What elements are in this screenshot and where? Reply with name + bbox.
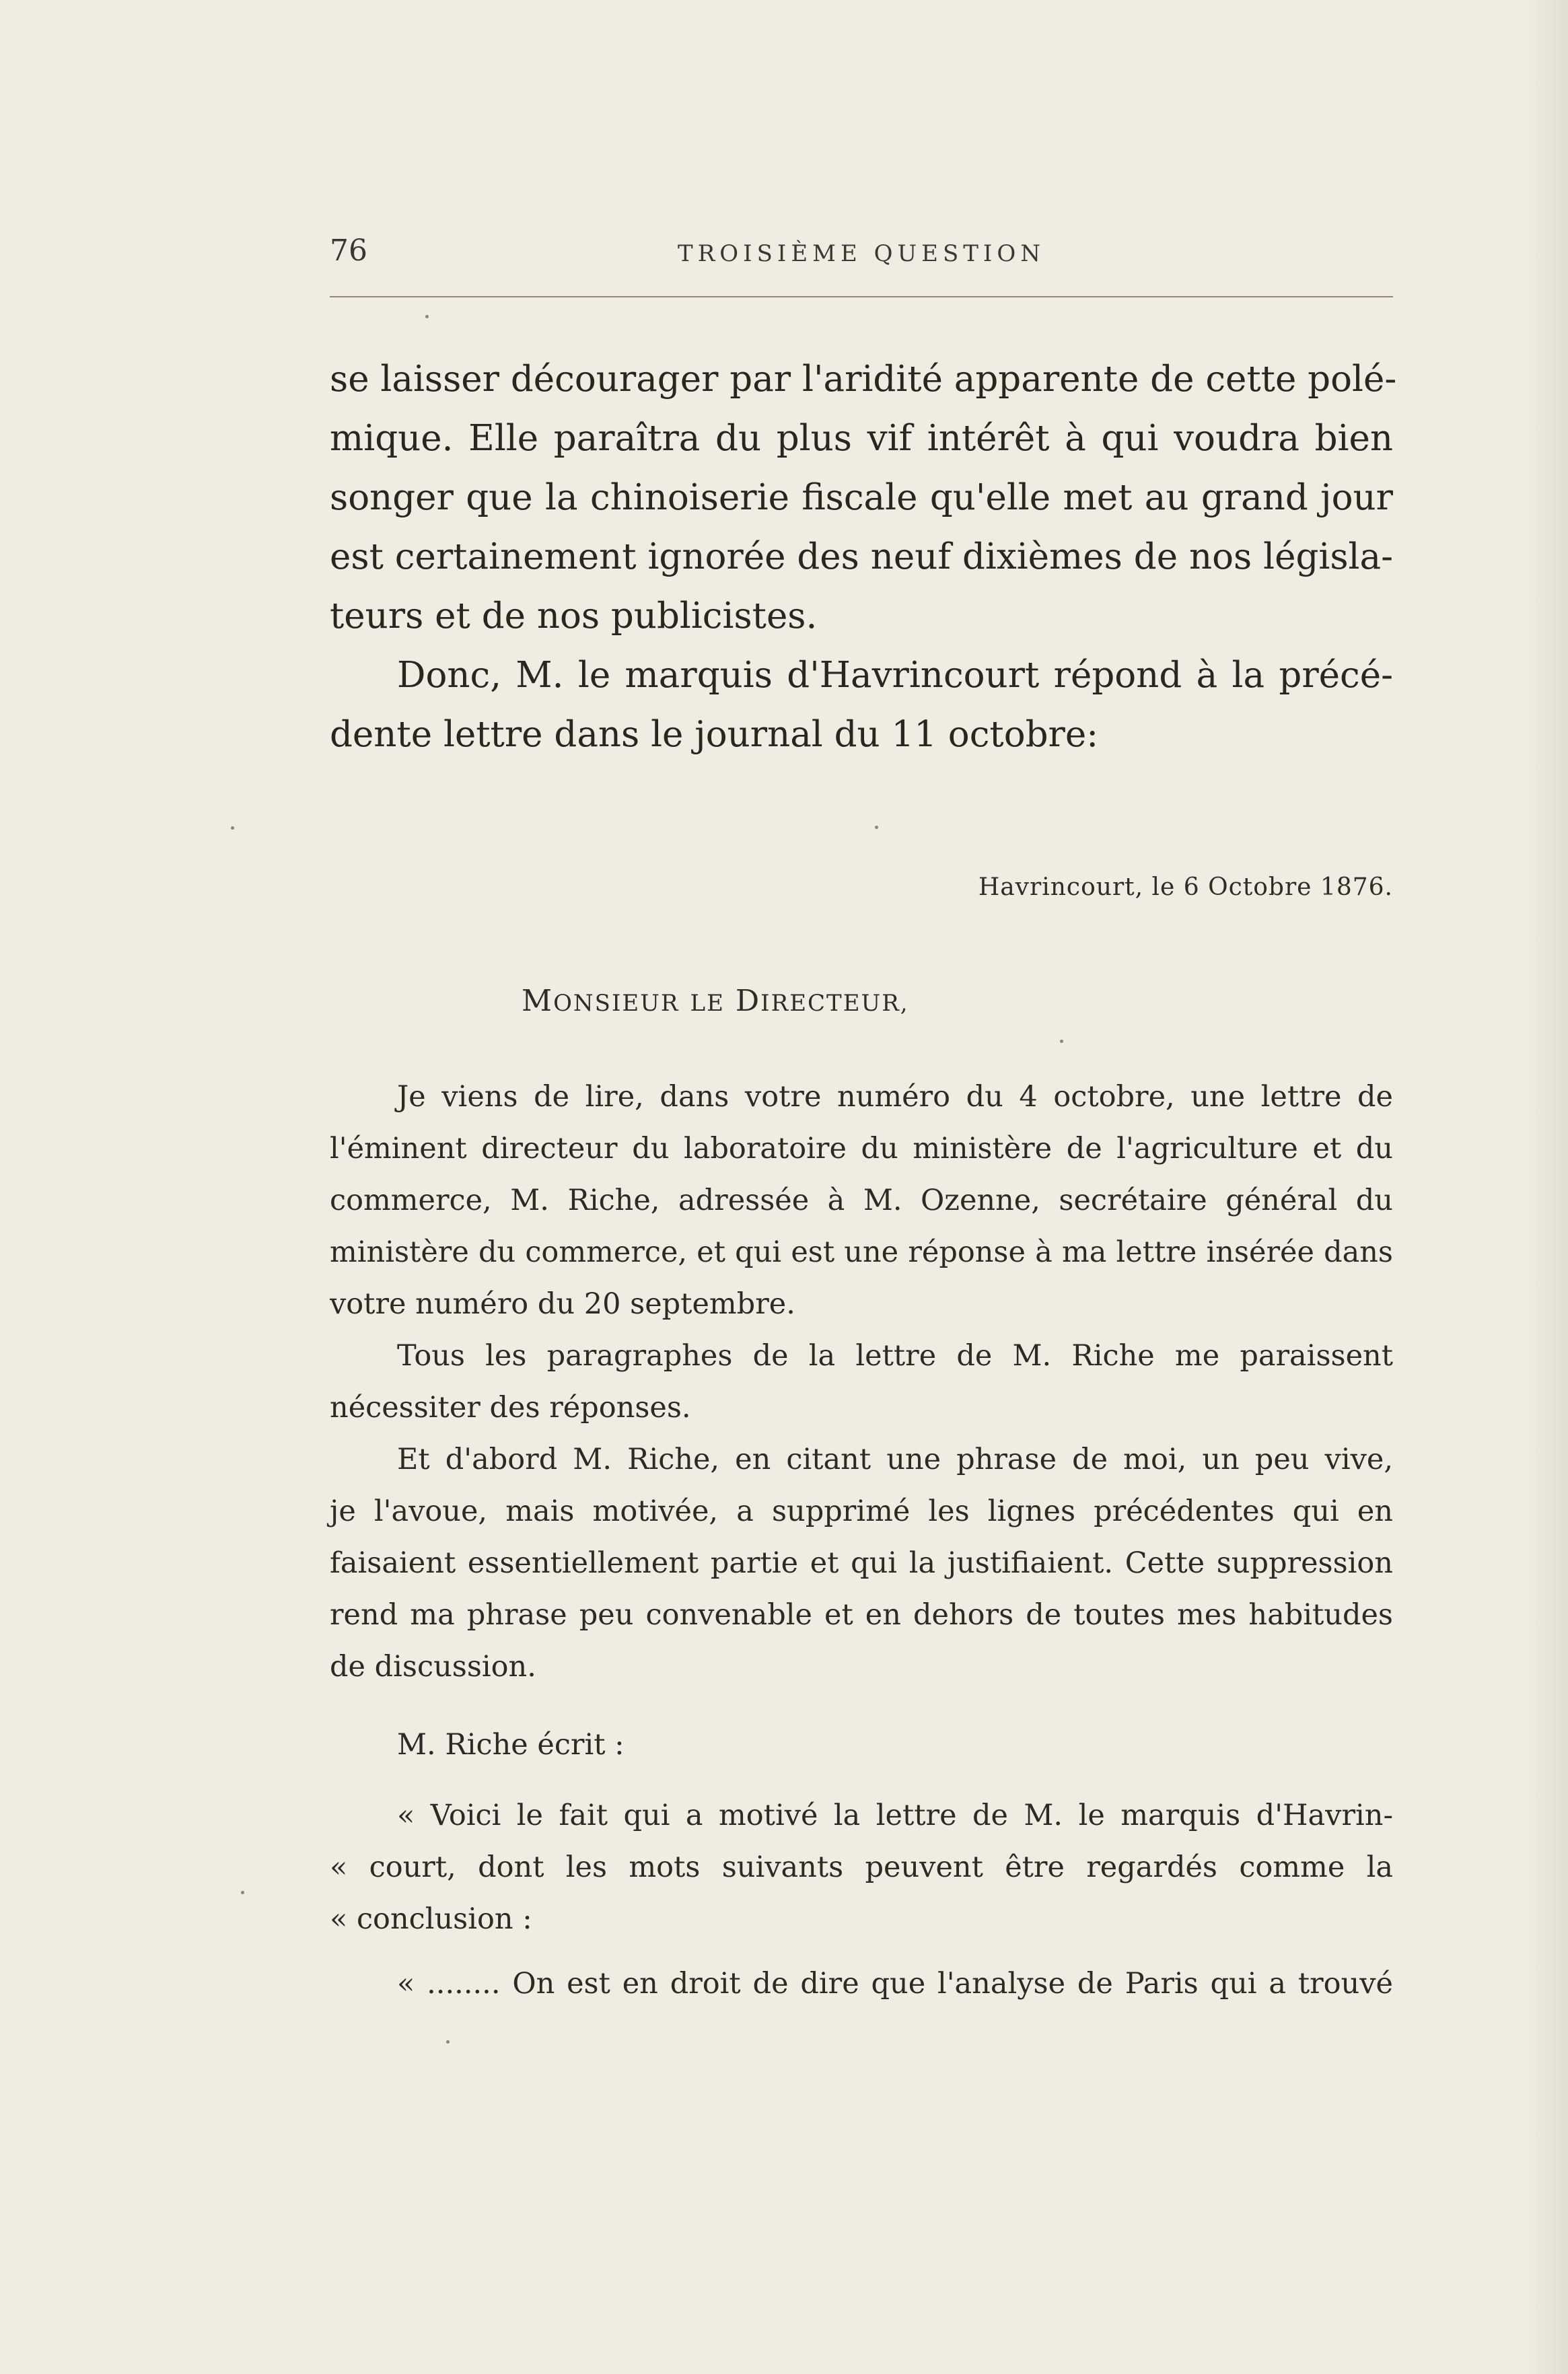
text-line: de discussion. <box>330 1650 536 1684</box>
paper-speck <box>425 315 429 318</box>
salutation-article: LE <box>690 990 725 1017</box>
paper-speck <box>1060 1040 1063 1043</box>
text-line: votre numéro du 20 septembre. <box>330 1287 795 1321</box>
text-line: Je viens de lire, dans votre numéro du 4 octobre, une lettre de <box>397 1080 1393 1114</box>
text-line: M. Riche écrit : <box>397 1728 625 1762</box>
text-line: nécessiter des réponses. <box>330 1391 691 1425</box>
text-line: songer que la chinoiserie fiscale qu'elle met au grand jour <box>330 477 1393 518</box>
text-line: « court, dont les mots suivants peuvent être regardés comme la <box>330 1850 1393 1884</box>
body-paragraph-1 <box>330 350 1397 646</box>
running-title: TROISIÈME QUESTION <box>678 240 1045 267</box>
text-line: mique. Elle paraîtra du plus vif intérêt à qui voudra bien <box>330 418 1393 459</box>
salutation-word: IRECTEUR, <box>760 990 909 1017</box>
text-line: « ........ On est en droit de dire que l'analyse de Paris qui a trouvé <box>397 1967 1393 2001</box>
text-line: se laisser décourager par l'aridité apparente de cette polé- <box>330 359 1397 400</box>
letter-paragraph-1 <box>330 1071 1393 1330</box>
body-paragraph-2 <box>330 646 1393 764</box>
letter-quote-2 <box>330 1958 1393 2010</box>
letter-paragraph-3 <box>330 1434 1393 1693</box>
salutation-initial: D <box>735 984 761 1018</box>
paper-speck <box>446 2040 450 2044</box>
letter-paragraph-2 <box>330 1330 1393 1434</box>
salutation-word: ONSIEUR <box>553 990 680 1017</box>
letter-paragraph-4 <box>330 1719 1393 1771</box>
text-line: Et d'abord M. Riche, en citant une phrase de moi, un peu vive, <box>397 1443 1393 1476</box>
text-line: rend ma phrase peu convenable et en dehors de toutes mes habitudes <box>330 1598 1393 1632</box>
letter-quote-1 <box>330 1790 1393 1945</box>
page-header <box>330 225 1393 279</box>
salutation-initial: M <box>522 984 554 1018</box>
paper-speck <box>231 826 234 830</box>
header-rule <box>330 296 1393 297</box>
text-line: je l'avoue, mais motivée, a supprimé les lignes précédentes qui en <box>330 1495 1393 1528</box>
text-line: « conclusion : <box>330 1902 532 1936</box>
text-line: l'éminent directeur du laboratoire du ministère de l'agriculture et du <box>330 1132 1393 1165</box>
page-edge-shadow <box>1528 0 1568 2374</box>
paper-speck <box>241 1891 244 1894</box>
text-line: ministère du commerce, et qui est une réponse à ma lettre insérée dans <box>330 1235 1393 1269</box>
page-number: 76 <box>330 233 367 268</box>
text-line: « Voici le fait qui a motivé la lettre de M. le marquis d'Havrin- <box>397 1799 1393 1832</box>
text-line: Tous les paragraphes de la lettre de M. Riche me paraissent <box>397 1339 1393 1373</box>
text-line: Donc, M. le marquis d'Havrincourt répond à la précé- <box>397 655 1393 696</box>
text-line: commerce, M. Riche, adressée à M. Ozenne, secrétaire général du <box>330 1184 1393 1217</box>
text-line: dente lettre dans le journal du 11 octobre: <box>330 714 1099 755</box>
text-line: faisaient essentiellement partie et qui la justifiaient. Cette suppression <box>330 1546 1393 1580</box>
letter-salutation <box>522 984 909 1018</box>
text-line: est certainement ignorée des neuf dixièmes de nos législa- <box>330 536 1393 577</box>
text-line: teurs et de nos publicistes. <box>330 596 818 637</box>
letter-dateline: Havrincourt, le 6 Octobre 1876. <box>978 873 1393 901</box>
paper-speck <box>875 826 878 829</box>
